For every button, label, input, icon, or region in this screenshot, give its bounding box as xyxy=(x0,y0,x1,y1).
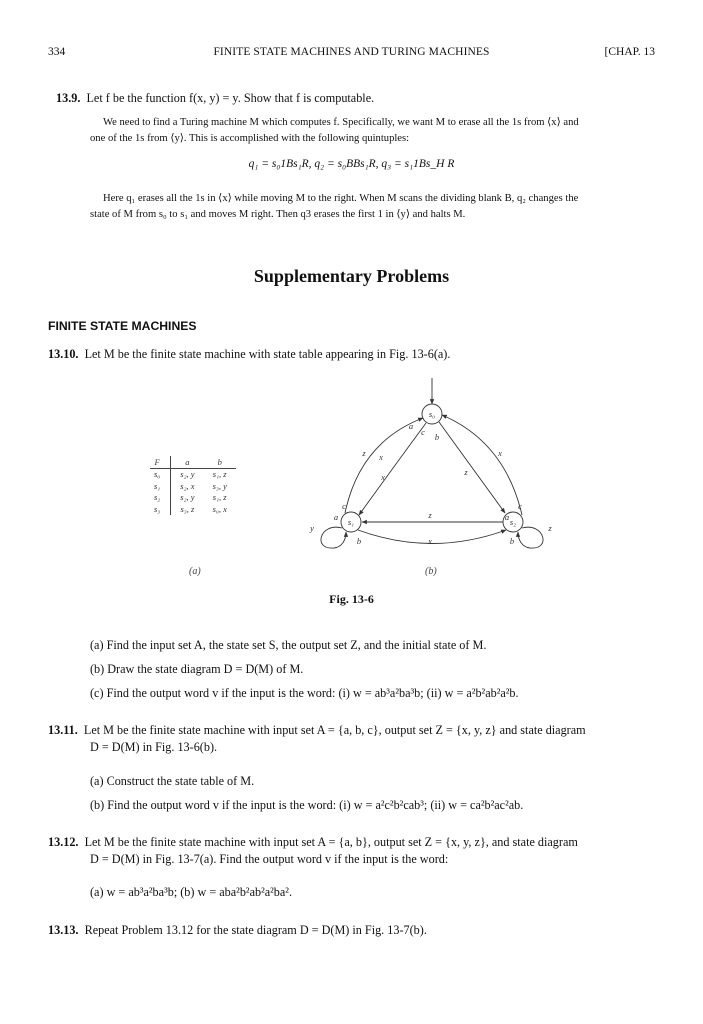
edge-s0-s1 xyxy=(359,423,426,515)
solution-line: Here q₁ erases all the 1s in ⟨x⟩ while moving M to the right. When M scans the dividing blank B, q₂ changes the xyxy=(103,193,579,204)
table-cell: s₁, z xyxy=(212,469,227,480)
problem-statement-cont: D = D(M) in Fig. 13-6(b). xyxy=(90,740,218,754)
problem-statement: Let M be the finite state machine with input set A = {a, b}, output set Z = {x, y, z}, and state diagram xyxy=(84,835,578,849)
edge-label: c xyxy=(421,427,425,437)
figure-label-b: (b) xyxy=(425,566,437,577)
edge-label: b xyxy=(509,536,515,546)
edge-label: c xyxy=(342,501,346,511)
solution-line: We need to find a Turing machine M which computes f. Specifically, we want M to erase all the 1s from ⟨x⟩ and xyxy=(103,117,579,128)
table-cell: s₂, x xyxy=(180,480,195,491)
table-cell: s₁, z xyxy=(212,492,227,503)
table-col-header: b xyxy=(204,456,236,468)
table-cell: s₀, x xyxy=(212,503,227,514)
problem-part: (c) Find the output word v if the input is the word: (i) w = ab³a²ba³b; (ii) w = a²b²ab²a²b. xyxy=(90,686,519,700)
problem-number: 13.11. xyxy=(48,723,78,737)
problem-statement: Let M be the finite state machine with state table appearing in Fig. 13-6(a). xyxy=(84,347,451,361)
table-cell: s₂, y xyxy=(180,469,195,480)
edge-label: x xyxy=(428,536,432,546)
problem-13-11 xyxy=(48,722,586,739)
edge-label: z xyxy=(362,448,366,458)
table-cell: s₂, y xyxy=(180,492,195,503)
edge-label: c xyxy=(518,501,522,511)
problem-part: (a) Find the input set A, the state set S, the output set Z, and the initial state of M. xyxy=(90,638,487,652)
node-label-s1: s₁ xyxy=(347,517,355,527)
problem-part: (a) w = ab³a²ba³b; (b) w = aba²b²ab²a²ba². xyxy=(90,885,293,899)
state-table xyxy=(150,456,236,515)
table-row xyxy=(150,468,236,480)
table-row xyxy=(150,503,236,515)
table-cell: s₂ xyxy=(150,492,171,504)
node-label-s2: s₂ xyxy=(509,517,517,527)
edge-label: b xyxy=(434,432,440,442)
problem-13-10 xyxy=(48,346,450,363)
problem-statement: Let M be the finite state machine with input set A = {a, b, c}, output set Z = {x, y, z} and state diagram xyxy=(83,723,586,737)
problem-statement: Repeat Problem 13.12 for the state diagram D = D(M) in Fig. 13-7(b). xyxy=(84,923,427,937)
chapter-label: [CHAP. 13 xyxy=(604,46,655,58)
edge-label: z xyxy=(464,467,468,477)
edge-label: a xyxy=(504,512,510,522)
problem-13-13 xyxy=(48,922,427,939)
problem-part: (b) Draw the state diagram D = D(M) of M. xyxy=(90,662,304,676)
table-cell: s₁ xyxy=(150,480,171,492)
edge-label: b xyxy=(356,536,362,546)
solution-line: one of the 1s from ⟨y⟩. This is accomplished with the following quintuples: xyxy=(90,133,410,144)
section-title: Supplementary Problems xyxy=(253,266,450,286)
figure-label-a: (a) xyxy=(189,566,201,577)
running-title: FINITE STATE MACHINES AND TURING MACHINES xyxy=(213,46,490,58)
problem-number: 13.9. xyxy=(56,91,81,105)
figure-caption: Fig. 13-6 xyxy=(329,592,374,606)
state-diagram xyxy=(300,372,590,572)
edge-label: z xyxy=(548,523,552,533)
table-corner: F xyxy=(150,456,171,468)
solution-line: state of M from s₀ to s₁ and moves M right. Then q3 erases the first 1 in ⟨y⟩ and halts M. xyxy=(90,209,466,220)
edge-s2-s0 xyxy=(442,415,522,515)
problem-statement-cont: D = D(M) in Fig. 13-7(a). Find the output word v if the input is the word: xyxy=(90,852,449,866)
edge-s1-s2 xyxy=(358,530,506,544)
edge-label: y xyxy=(310,523,314,533)
table-row xyxy=(150,480,236,492)
problem-13-12 xyxy=(48,834,578,851)
edge-label: x xyxy=(381,472,385,482)
problem-13-9 xyxy=(56,90,374,107)
edge-label: a xyxy=(333,512,339,522)
table-cell: s₃, y xyxy=(212,480,227,491)
subsection-title: FINITE STATE MACHINES xyxy=(48,319,197,333)
loop-s2 xyxy=(518,527,543,548)
edge-label: x xyxy=(379,452,383,462)
problem-statement: Let f be the function f(x, y) = y. Show that f is computable. xyxy=(86,91,375,105)
problem-part: (a) Construct the state table of M. xyxy=(90,774,255,788)
table-cell: s₀ xyxy=(150,468,171,480)
edge-label: z xyxy=(428,510,432,520)
page-number: 334 xyxy=(48,46,66,58)
problem-part: (b) Find the output word v if the input is the word: (i) w = a²c²b²cab³; (ii) w = ca²b²ac²ab. xyxy=(90,798,524,812)
node-label-s0: s₀ xyxy=(428,409,436,419)
edge-label: a xyxy=(408,421,414,431)
edge-label: x xyxy=(498,448,502,458)
problem-number: 13.13. xyxy=(48,923,79,937)
problem-number: 13.10. xyxy=(48,347,79,361)
table-cell: s₃ xyxy=(150,503,171,515)
table-col-header: a xyxy=(171,456,204,468)
edge-s0-s2 xyxy=(439,422,505,513)
problem-number: 13.12. xyxy=(48,835,79,849)
table-cell: s₃, z xyxy=(180,503,195,514)
table-row xyxy=(150,492,236,504)
edge-s1-s0 xyxy=(345,418,423,513)
quintuples: q₁ = s₀1Bs₁R, q₂ = s₀BBs₁R, q₃ = s₁1Bs_H R xyxy=(248,158,455,170)
loop-s1 xyxy=(321,527,346,548)
